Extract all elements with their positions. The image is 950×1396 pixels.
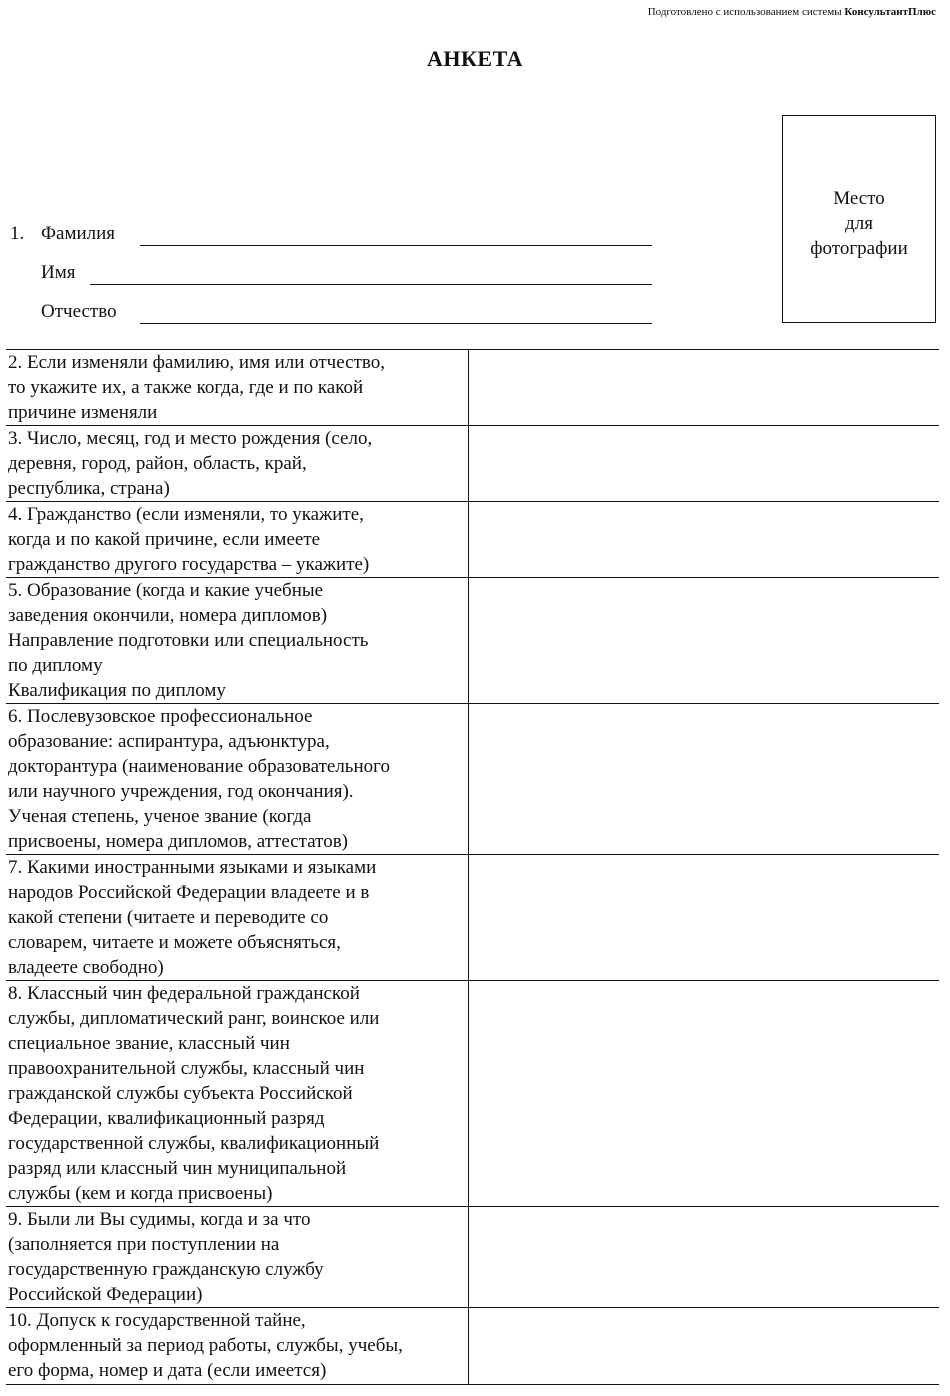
questionnaire-table	[6, 349, 939, 1385]
answer-cell[interactable]	[469, 426, 940, 502]
question-cell: 2. Если изменяли фамилию, имя или отчество, то укажите их, а также когда, где и по какой причине изменяли	[6, 350, 469, 426]
name-row	[0, 262, 700, 290]
answer-cell[interactable]	[469, 350, 940, 426]
question-cell: 4. Гражданство (если изменяли, то укажите, когда и по какой причине, если имеете гражданство другого государства – укажите)	[6, 502, 469, 578]
answer-cell[interactable]	[469, 578, 940, 704]
question-cell: 9. Были ли Вы судимы, когда и за что (заполняется при поступлении на государственную гражданскую службу Российской Федерации)	[6, 1207, 469, 1308]
answer-cell[interactable]	[469, 1308, 940, 1385]
question-cell: 3. Число, месяц, год и место рождения (село, деревня, город, район, область, край, республика, страна)	[6, 426, 469, 502]
photo-placeholder	[782, 115, 936, 323]
answer-cell[interactable]	[469, 981, 940, 1207]
patronymic-field[interactable]	[140, 323, 652, 324]
question-cell: 10. Допуск к государственной тайне, оформленный за период работы, службы, учебы, его форма, номер и дата (если имеется)	[6, 1308, 469, 1385]
prepared-brand: КонсультантПлюс	[844, 6, 936, 18]
question-cell: 7. Какими иностранными языками и языками народов Российской Федерации владеете и в какой степени (читаете и переводите со словарем, читаете и можете объясняться, владеете свободно)	[6, 855, 469, 981]
table-row	[6, 981, 939, 1207]
patronymic-label: Отчество	[41, 301, 117, 322]
surname-field[interactable]	[140, 245, 652, 246]
patronymic-row	[0, 301, 700, 329]
table-row	[6, 704, 939, 855]
table-row	[6, 578, 939, 704]
question-cell: 8. Классный чин федеральной гражданской службы, дипломатический ранг, воинское или специальное звание, классный чин правоохранительной службы, классный чин гражданской службы субъекта Российской Федерации, квалификационный разряд государственной службы, квалификационный разряд или классный чин муниципальной службы (кем и когда присвоены)	[6, 981, 469, 1207]
table-row	[6, 1207, 939, 1308]
question-cell: 6. Послевузовское профессиональное образование: аспирантура, адъюнктура, докторантура (наименование образовательного или научного учреждения, год окончания). Ученая степень, ученое звание (когда присвоены, номера дипломов, аттестатов)	[6, 704, 469, 855]
table-row	[6, 426, 939, 502]
answer-cell[interactable]	[469, 855, 940, 981]
table-row	[6, 350, 939, 426]
name-field[interactable]	[90, 284, 652, 285]
surname-row	[0, 223, 700, 251]
item-number: 1.	[10, 223, 25, 244]
photo-label-line-3: фотографии	[810, 238, 908, 259]
table-row	[6, 855, 939, 981]
table-row	[6, 502, 939, 578]
document-title: АНКЕТА	[426, 46, 524, 71]
surname-label: Фамилия	[41, 223, 116, 244]
table-row	[6, 1308, 939, 1385]
answer-cell[interactable]	[469, 1207, 940, 1308]
answer-cell[interactable]	[469, 502, 940, 578]
question-cell: 5. Образование (когда и какие учебные заведения окончили, номера дипломов) Направление подготовки или специальность по диплому Квалификация по диплому	[6, 578, 469, 704]
name-label: Имя	[41, 262, 76, 283]
prepared-prefix: Подготовлено с использованием системы	[647, 6, 845, 18]
photo-label-line-2: для	[845, 213, 873, 234]
answer-cell[interactable]	[469, 704, 940, 855]
photo-label-line-1: Место	[833, 188, 885, 209]
prepared-with-note	[648, 6, 936, 18]
